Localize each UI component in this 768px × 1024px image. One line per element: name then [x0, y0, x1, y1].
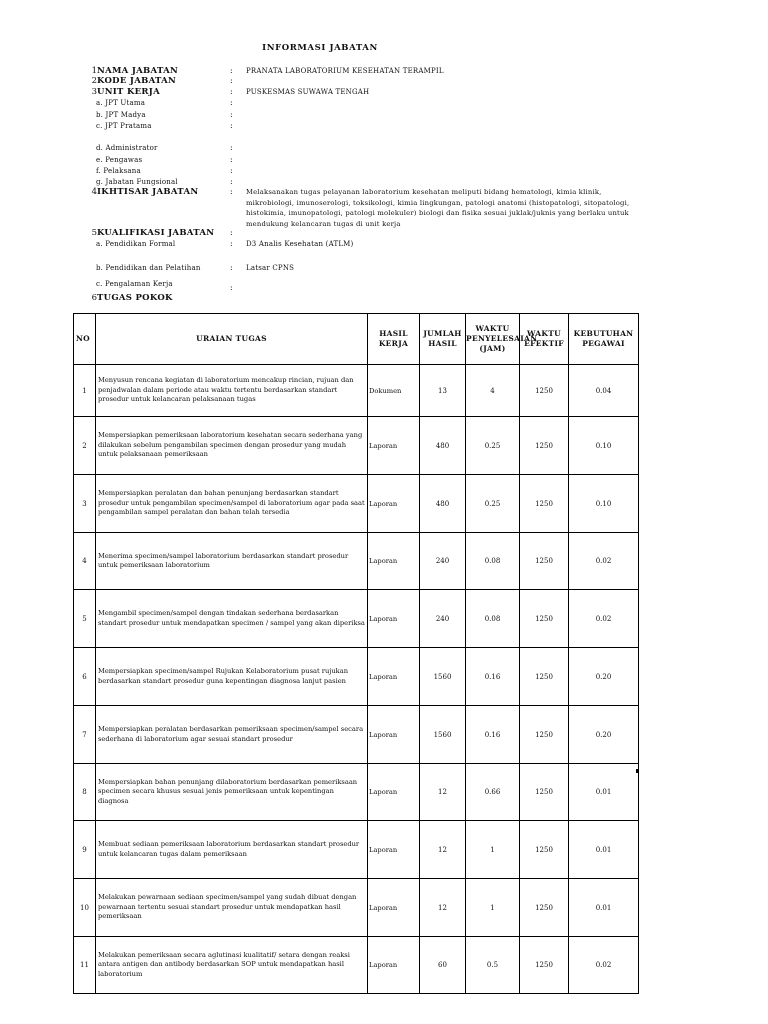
task-time: 0.5	[466, 937, 520, 994]
task-result: Dokumen	[368, 365, 420, 417]
task-result: Laporan	[368, 648, 420, 706]
task-staff-need: 0.02	[569, 590, 639, 648]
task-time: 0.66	[466, 764, 520, 821]
info-colon: :	[230, 121, 233, 130]
header-no: NO	[74, 314, 96, 365]
table-row	[74, 706, 639, 764]
header-jumlah-hasil: JUMLAH HASIL	[420, 314, 466, 365]
info-label: a. JPT Utama	[96, 99, 146, 107]
info-label: e. Pengawas	[96, 156, 143, 164]
task-effective-time: 1250	[520, 533, 569, 590]
table-row	[74, 879, 639, 937]
task-time: 0.16	[466, 648, 520, 706]
task-description: Mempersiapkan bahan penunjang dilaboratorium berdasarkan pemeriksaan specimen secara khusus sesuai jenis pemeriksaan untuk kepentingan diagnosa	[96, 764, 368, 821]
row-number: 6	[74, 648, 96, 706]
info-colon: :	[230, 66, 233, 75]
row-number: 1	[74, 365, 96, 417]
task-time: 1	[466, 879, 520, 937]
info-number: 4	[91, 187, 97, 197]
task-amount: 1560	[420, 648, 466, 706]
info-colon: :	[230, 228, 233, 237]
row-number: 7	[74, 706, 96, 764]
task-result: Laporan	[368, 821, 420, 879]
table-row	[74, 648, 639, 706]
task-effective-time: 1250	[520, 879, 569, 937]
task-description: Membuat sediaan pemeriksaan laboratorium berdasarkan standart prosedur untuk kelancaran tugas dalam pemeriksaan	[96, 821, 368, 879]
task-result: Laporan	[368, 417, 420, 475]
header-hasil-kerja: HASIL KERJA	[368, 314, 420, 365]
task-effective-time: 1250	[520, 764, 569, 821]
info-label: NAMA JABATAN	[97, 66, 179, 76]
row-number: 8	[74, 764, 96, 821]
task-effective-time: 1250	[520, 706, 569, 764]
info-label: UNIT KERJA	[97, 87, 160, 97]
page-edge-mark	[636, 769, 639, 773]
task-staff-need: 0.10	[569, 417, 639, 475]
task-staff-need: 0.20	[569, 706, 639, 764]
info-label: KUALIFIKASI JABATAN	[97, 228, 215, 238]
info-label: c. Pengalaman Kerja	[96, 280, 173, 288]
row-number: 9	[74, 821, 96, 879]
task-result: Laporan	[368, 475, 420, 533]
info-number: 6	[91, 293, 97, 303]
task-time: 0.08	[466, 533, 520, 590]
row-number: 10	[74, 879, 96, 937]
page-title: INFORMASI JABATAN	[262, 43, 378, 53]
info-value: Latsar CPNS	[246, 264, 295, 272]
info-label: f. Pelaksana	[96, 167, 141, 175]
task-description: Mempersiapkan pemeriksaan laboratorium kesehatan secara sederhana yang dilakukan sebelum pengambilan specimen dengan prosedur yang mudah untuk pelaksanaan pemeriksaan	[96, 417, 368, 475]
info-colon: :	[230, 263, 233, 272]
task-result: Laporan	[368, 764, 420, 821]
header-kebutuhan-pegawai: KEBUTUHAN PEGAWAI	[569, 314, 639, 365]
info-colon: :	[230, 143, 233, 152]
row-number: 5	[74, 590, 96, 648]
table-row	[74, 533, 639, 590]
task-time: 0.25	[466, 417, 520, 475]
tasks-table	[73, 313, 639, 994]
task-time: 1	[466, 821, 520, 879]
info-colon: :	[230, 76, 233, 85]
task-description: Melakukan pemeriksaan secara aglutinasi kualitatif/ setara dengan reaksi antara antigen dan antibody berdasarkan SOP untuk mendapatkan hasil laboratorium	[96, 937, 368, 994]
task-result: Laporan	[368, 533, 420, 590]
info-colon: :	[230, 155, 233, 164]
task-staff-need: 0.02	[569, 937, 639, 994]
info-label: d. Administrator	[96, 144, 158, 152]
task-staff-need: 0.01	[569, 764, 639, 821]
table-body	[74, 365, 639, 994]
task-amount: 240	[420, 533, 466, 590]
info-colon: :	[230, 283, 233, 292]
info-number: 5	[91, 228, 97, 238]
task-effective-time: 1250	[520, 648, 569, 706]
row-number: 4	[74, 533, 96, 590]
info-label: KODE JABATAN	[97, 76, 177, 86]
task-description: Mempersiapkan peralatan dan bahan penunjang berdasarkan standart prosedur untuk pengambilan specimen/sampel di laboratorium agar pada saat pengambilan sampel peralatan dan bahan telah tersedia	[96, 475, 368, 533]
table-row	[74, 821, 639, 879]
task-effective-time: 1250	[520, 475, 569, 533]
info-colon: :	[230, 98, 233, 107]
task-time: 0.16	[466, 706, 520, 764]
info-label: g. Jabatan Fungsional	[96, 178, 178, 186]
task-staff-need: 0.02	[569, 533, 639, 590]
info-value-summary: Melaksanakan tugas pelayanan laboratorium kesehatan meliputi bidang hematologi, kimia klinik, mikrobiologi, imunoserologi, toksikologi, kimia lingkungan, patologi anatomi (histopatologi, sitopatologi, histokimia, imunopatologi, patologi molekuler) biologi dan fisika sesuai juklak/juknis yang berlaku untuk mendukung kelancaran tugas di unit kerja	[246, 188, 630, 228]
task-amount: 60	[420, 937, 466, 994]
task-description: Melakukan pewarnaan sediaan specimen/sampel yang sudah dibuat dengan pewarnaan tertentu sesuai standart prosedur untuk mendapatkan hasil pemeriksaan	[96, 879, 368, 937]
task-amount: 240	[420, 590, 466, 648]
header-waktu-efektif: WAKTU EFEKTIF	[520, 314, 569, 365]
task-staff-need: 0.20	[569, 648, 639, 706]
task-effective-time: 1250	[520, 365, 569, 417]
task-time: 0.08	[466, 590, 520, 648]
info-value: D3 Analis Kesehatan (ATLM)	[246, 240, 354, 248]
row-number: 11	[74, 937, 96, 994]
header-uraian-tugas: URAIAN TUGAS	[96, 314, 368, 365]
task-amount: 480	[420, 475, 466, 533]
task-effective-time: 1250	[520, 417, 569, 475]
task-time: 0.25	[466, 475, 520, 533]
task-staff-need: 0.01	[569, 879, 639, 937]
table-row	[74, 937, 639, 994]
table-row	[74, 764, 639, 821]
task-amount: 12	[420, 821, 466, 879]
task-effective-time: 1250	[520, 821, 569, 879]
task-result: Laporan	[368, 590, 420, 648]
task-description: Mempersiapkan specimen/sampel Rujukan Kelaboratorium pusat rujukan berdasarkan standart prosedur guna kepentingan diagnosa lanjut pasien	[96, 648, 368, 706]
task-amount: 13	[420, 365, 466, 417]
task-description: Mempersiapkan peralatan berdasarkan pemeriksaan specimen/sampel secara sederhana di laboratorium agar sesuai standart prosedur	[96, 706, 368, 764]
task-amount: 1560	[420, 706, 466, 764]
table-row	[74, 475, 639, 533]
task-result: Laporan	[368, 706, 420, 764]
task-description: Menyusun rencana kegiatan di laboratorium mencakup rincian, rujuan dan penjadwalan dalam periode atau waktu tertentu berdasarkan standart prosedur untuk kelancaran pelaksanaan tugas	[96, 365, 368, 417]
info-number: 2	[91, 76, 97, 86]
info-colon: :	[230, 239, 233, 248]
info-label: b. JPT Madya	[96, 111, 146, 119]
task-staff-need: 0.01	[569, 821, 639, 879]
task-effective-time: 1250	[520, 937, 569, 994]
row-number: 2	[74, 417, 96, 475]
task-effective-time: 1250	[520, 590, 569, 648]
table-row	[74, 590, 639, 648]
info-label: IKHTISAR JABATAN	[97, 187, 199, 197]
task-result: Laporan	[368, 879, 420, 937]
info-colon: :	[230, 177, 233, 186]
info-value: PUSKESMAS SUWAWA TENGAH	[246, 88, 370, 96]
task-staff-need: 0.04	[569, 365, 639, 417]
info-label: TUGAS POKOK	[97, 293, 173, 303]
task-amount: 480	[420, 417, 466, 475]
table-header-row	[74, 314, 639, 365]
table-row	[74, 365, 639, 417]
info-colon: :	[230, 87, 233, 96]
task-staff-need: 0.10	[569, 475, 639, 533]
info-colon: :	[230, 166, 233, 175]
table-row	[74, 417, 639, 475]
info-label: c. JPT Pratama	[96, 122, 152, 130]
info-number: 1	[91, 66, 97, 76]
info-colon: :	[230, 187, 233, 196]
info-value: PRANATA LABORATORIUM KESEHATAN TERAMPIL	[246, 67, 444, 75]
task-description: Menerima specimen/sampel laboratorium berdasarkan standart prosedur untuk pemeriksaan laboratorium	[96, 533, 368, 590]
info-colon: :	[230, 110, 233, 119]
task-description: Mengambil specimen/sampel dengan tindakan sederhana berdasarkan standart prosedur untuk mendapatkan specimen / sampel yang akan diperiksa	[96, 590, 368, 648]
row-number: 3	[74, 475, 96, 533]
task-result: Laporan	[368, 937, 420, 994]
header-waktu-penyelesaian: WAKTU PENYELESAIAN (JAM)	[466, 314, 520, 365]
task-amount: 12	[420, 764, 466, 821]
task-time: 4	[466, 365, 520, 417]
info-number: 3	[91, 87, 97, 97]
info-label: a. Pendidikan Formal	[96, 240, 176, 248]
info-label: b. Pendidikan dan Pelatihan	[96, 264, 201, 272]
task-amount: 12	[420, 879, 466, 937]
